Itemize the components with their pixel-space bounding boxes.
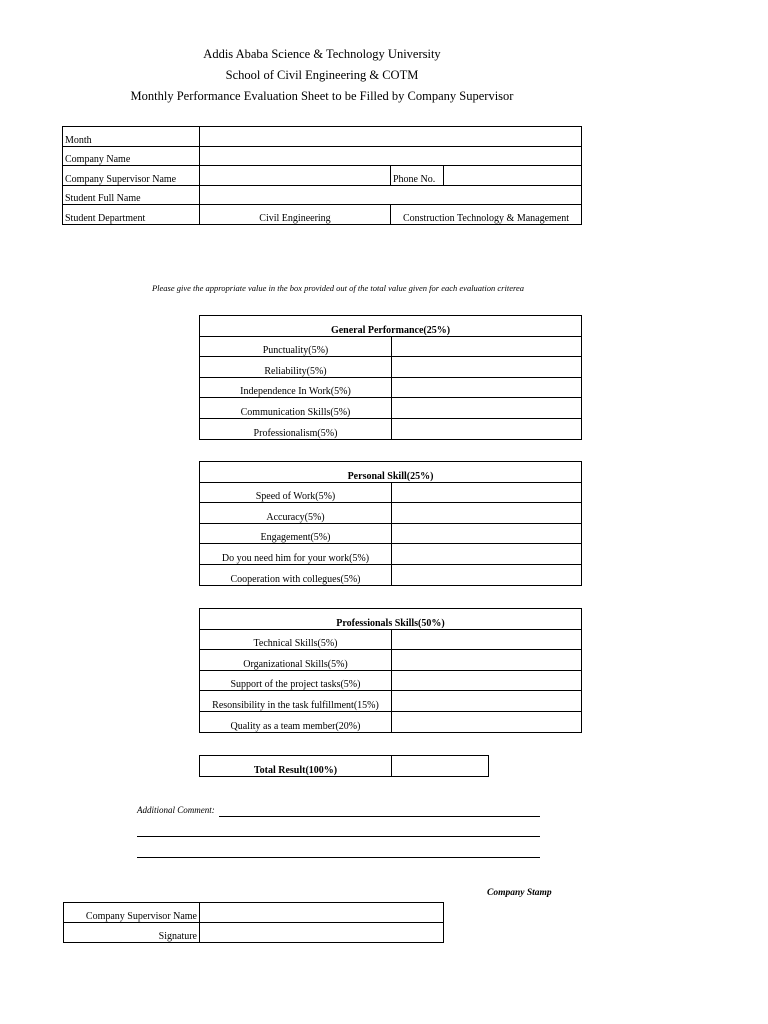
- signature-label: Signature: [64, 923, 200, 943]
- score-cell[interactable]: [392, 629, 582, 650]
- school-name: School of Civil Engineering & COTM: [225, 68, 419, 82]
- criterion-label: Punctuality(5%): [200, 336, 392, 357]
- department-label: Student Department: [63, 205, 200, 225]
- total-result-table: [199, 755, 489, 777]
- score-cell[interactable]: [392, 336, 582, 357]
- form-title: Monthly Performance Evaluation Sheet to be Filled by Company Supervisor: [130, 89, 514, 103]
- signoff-table: [63, 902, 444, 943]
- score-cell[interactable]: [392, 691, 582, 712]
- department-row: [63, 205, 582, 225]
- comment-line-1[interactable]: [219, 816, 540, 817]
- month-label: Month: [63, 127, 200, 147]
- supervisor-row: [63, 166, 582, 186]
- score-cell[interactable]: [392, 357, 582, 378]
- company-row: [63, 146, 582, 166]
- supervisor-name-label: Company Supervisor Name: [63, 166, 200, 186]
- university-name: Addis Ababa Science & Technology University: [203, 47, 441, 61]
- criterion-label: Engagement(5%): [200, 523, 392, 544]
- phone-label: Phone No.: [391, 166, 444, 186]
- personal-skill-heading: Personal Skill(25%): [200, 462, 582, 483]
- signoff-supervisor-field[interactable]: [200, 903, 444, 923]
- score-cell[interactable]: [392, 523, 582, 544]
- instruction-text: Please give the appropriate value in the box provided out of the total value given for each evaluation criterea: [151, 283, 524, 293]
- criterion-label: Quality as a team member(20%): [200, 711, 392, 732]
- total-result-field[interactable]: [392, 756, 489, 777]
- signature-field[interactable]: [200, 923, 444, 943]
- month-field[interactable]: [200, 127, 582, 147]
- month-row: [63, 127, 582, 147]
- additional-comment-label: Additional Comment:: [137, 805, 215, 815]
- score-cell[interactable]: [392, 377, 582, 398]
- company-stamp-label: Company Stamp: [487, 888, 552, 898]
- criterion-label: Reliability(5%): [200, 357, 392, 378]
- department-option-cotm[interactable]: Construction Technology & Management: [391, 205, 582, 225]
- comment-line-3[interactable]: [137, 857, 540, 858]
- score-cell[interactable]: [392, 650, 582, 671]
- personal-skill-table: [199, 461, 582, 586]
- department-option-civil[interactable]: Civil Engineering: [200, 205, 391, 225]
- comment-line-2[interactable]: [137, 836, 540, 837]
- general-performance-table: [199, 315, 582, 440]
- student-name-label: Student Full Name: [63, 185, 200, 205]
- company-name-label: Company Name: [63, 146, 200, 166]
- student-name-field[interactable]: [200, 185, 582, 205]
- professional-skills-table: [199, 608, 582, 733]
- supervisor-name-field[interactable]: [200, 166, 391, 186]
- criterion-label: Resonsibility in the task fulfillment(15%): [200, 691, 392, 712]
- score-cell[interactable]: [392, 711, 582, 732]
- score-cell[interactable]: [392, 482, 582, 503]
- score-cell[interactable]: [392, 544, 582, 565]
- student-row: [63, 185, 582, 205]
- score-cell[interactable]: [392, 418, 582, 439]
- general-performance-heading: General Performance(25%): [200, 316, 582, 337]
- criterion-label: Organizational Skills(5%): [200, 650, 392, 671]
- phone-field[interactable]: [444, 166, 582, 186]
- company-name-field[interactable]: [200, 146, 582, 166]
- total-result-label: Total Result(100%): [200, 756, 392, 777]
- criterion-label: Do you need him for your work(5%): [200, 544, 392, 565]
- score-cell[interactable]: [392, 670, 582, 691]
- score-cell[interactable]: [392, 503, 582, 524]
- criterion-label: Speed of Work(5%): [200, 482, 392, 503]
- signoff-supervisor-label: Company Supervisor Name: [64, 903, 200, 923]
- criterion-label: Cooperation with collegues(5%): [200, 564, 392, 585]
- criterion-label: Professionalism(5%): [200, 418, 392, 439]
- professional-skills-heading: Professionals Skills(50%): [200, 609, 582, 630]
- criterion-label: Independence In Work(5%): [200, 377, 392, 398]
- score-cell[interactable]: [392, 564, 582, 585]
- criterion-label: Communication Skills(5%): [200, 398, 392, 419]
- criterion-label: Accuracy(5%): [200, 503, 392, 524]
- criterion-label: Support of the project tasks(5%): [200, 670, 392, 691]
- score-cell[interactable]: [392, 398, 582, 419]
- student-info-table: [62, 126, 582, 225]
- criterion-label: Technical Skills(5%): [200, 629, 392, 650]
